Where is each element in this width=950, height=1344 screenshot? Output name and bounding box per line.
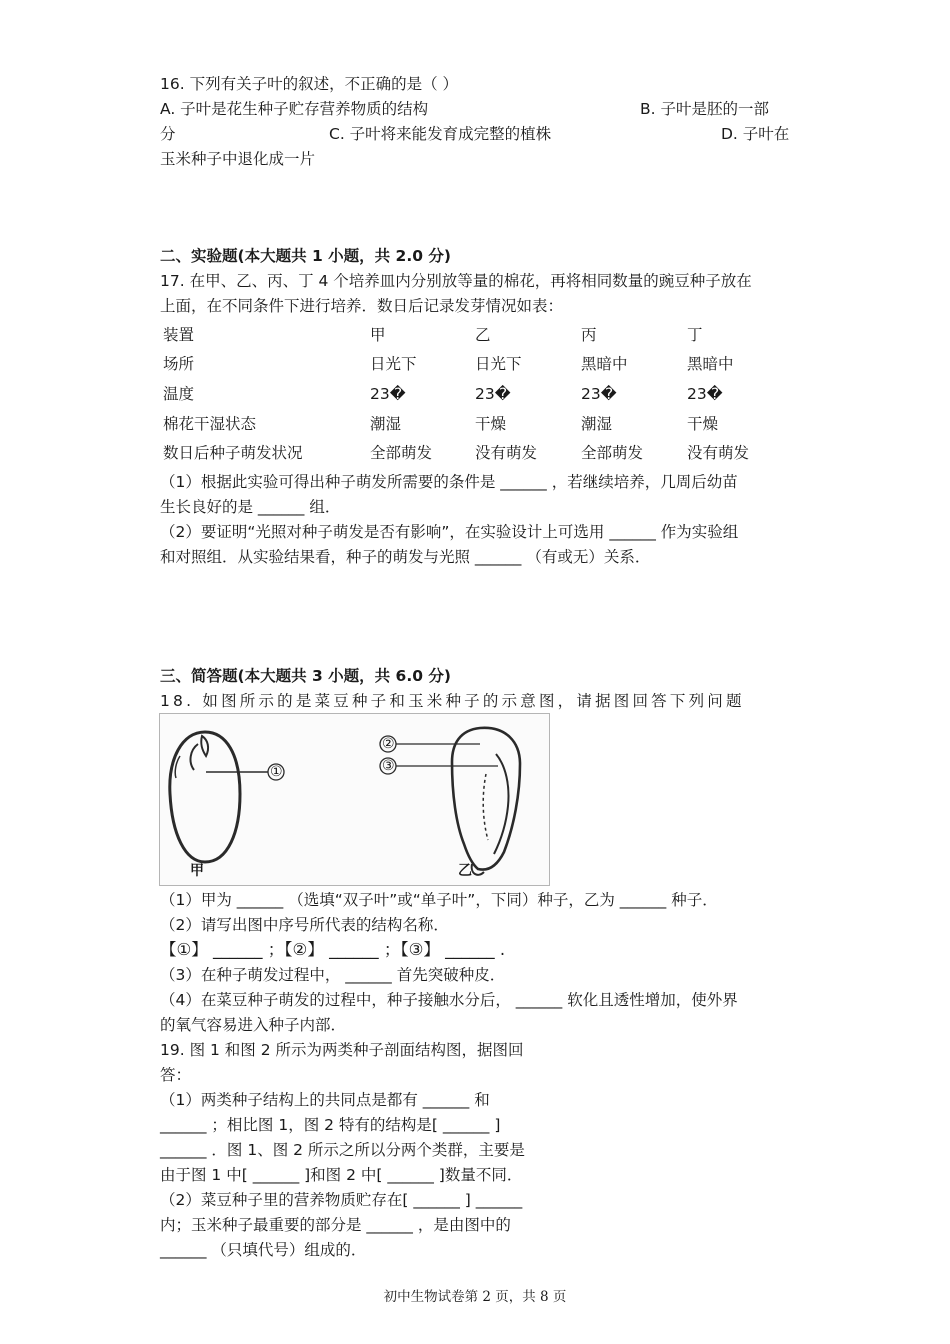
q17-part1-line1: （1）根据此实验可得出种子萌发所需要的条件是 ______ ，若继续培养，几周后幼苗 xyxy=(160,473,738,491)
q18-part1: （1）甲为 ______ （选填“双子叶”或“单子叶”，下同）种子，乙为 ______ 种子． xyxy=(160,891,718,909)
q18-part3: （3）在种子萌发过程中， ______ 首先突破种皮． xyxy=(160,966,506,984)
q19-line5: ______ ．图 1、图 2 所示之所以分两个类群，主要是 xyxy=(160,1141,525,1159)
figure-caption-left: 甲 xyxy=(190,863,204,879)
bean-seed-drawing xyxy=(170,732,240,862)
q17-part1-line2: 生长良好的是 ______ 组． xyxy=(160,498,341,516)
seed-diagram-drawing xyxy=(160,714,549,885)
q19-line4: ______ ；相比图 1，图 2 特有的结构是[ ______ ] xyxy=(160,1116,501,1134)
corn-seed-drawing xyxy=(452,728,520,875)
table-cell: 装置 xyxy=(163,326,195,344)
table-cell: 甲 xyxy=(370,326,386,344)
table-cell: 没有萌发 xyxy=(687,444,750,462)
q16-option-a: A. 子叶是花生种子贮存营养物质的结构 xyxy=(160,100,429,118)
q17-part2-line2: 和对照组．从实验结果看，种子的萌发与光照 ______ （有或无）关系． xyxy=(160,548,651,566)
q19-line1: 19. 图 1 和图 2 所示为两类种子剖面结构图，据图回 xyxy=(160,1041,524,1059)
table-cell: 23� xyxy=(370,385,406,403)
figure-caption-right: 乙 xyxy=(458,863,472,879)
figure-label-1: ① xyxy=(270,764,283,780)
table-cell: 棉花干湿状态 xyxy=(163,415,257,433)
table-cell: 丁 xyxy=(687,326,703,344)
table-cell: 黑暗中 xyxy=(687,355,734,373)
q18-part2: （2）请写出图中序号所代表的结构名称． xyxy=(160,916,449,934)
table-cell: 23� xyxy=(581,385,617,403)
table-cell: 场所 xyxy=(163,355,195,373)
q18-stem: 18. 如图所示的是菜豆种子和玉米种子的示意图，请据图回答下列问题 xyxy=(160,692,745,710)
q17-stem-line2: 上面，在不同条件下进行培养．数日后记录发芽情况如表： xyxy=(160,297,564,315)
q16-option-b-continued: 分 xyxy=(160,125,176,143)
q16-option-d-continued: 玉米种子中退化成一片 xyxy=(160,150,316,168)
q19-line6: 由于图 1 中[ ______ ]和图 2 中[ ______ ]数量不同． xyxy=(160,1166,523,1184)
table-cell: 干燥 xyxy=(687,415,719,433)
table-cell: 温度 xyxy=(163,385,195,403)
q17-part2-line1: （2）要证明“光照对种子萌发是否有影响”，在实验设计上可选用 ______ 作为实验组 xyxy=(160,523,739,541)
q16-stem: 16. 下列有关子叶的叙述，不正确的是（ ） xyxy=(160,75,459,93)
table-cell: 数日后种子萌发状况 xyxy=(163,444,303,462)
table-cell: 乙 xyxy=(475,326,491,344)
figure-label-2: ② xyxy=(382,736,395,752)
q18-part2-fill: 【①】 ______ ；【②】 ______ ；【③】 ______ . xyxy=(160,940,506,959)
section2-heading: 二、实验题(本大题共 1 小题，共 2.0 分) xyxy=(160,247,451,265)
seed-diagram xyxy=(159,713,550,886)
q17-stem-line1: 17. 在甲、乙、丙、丁 4 个培养皿内分别放等量的棉花，再将相同数量的豌豆种子放在 xyxy=(160,272,752,290)
table-cell: 全部萌发 xyxy=(370,444,433,462)
figure-label-3: ③ xyxy=(382,758,395,774)
table-cell: 潮湿 xyxy=(370,415,402,433)
section3-heading: 三、简答题(本大题共 3 小题，共 6.0 分) xyxy=(160,667,451,685)
q18-part4-line2: 的氧气容易进入种子内部． xyxy=(160,1016,347,1034)
page-footer: 初中生物试卷第 2 页，共 8 页 xyxy=(383,1289,567,1305)
table-cell: 没有萌发 xyxy=(475,444,538,462)
q19-line9: ______ （只填代号）组成的． xyxy=(160,1241,367,1259)
q19-line2: 答： xyxy=(160,1066,192,1084)
table-cell: 日光下 xyxy=(475,355,522,373)
table-cell: 潮湿 xyxy=(581,415,613,433)
table-cell: 23� xyxy=(475,385,511,403)
table-cell: 日光下 xyxy=(370,355,417,373)
q19-line7: （2）菜豆种子里的营养物质贮存在[ ______ ] ______ xyxy=(160,1191,523,1209)
q18-part4-line1: （4）在菜豆种子萌发的过程中，种子接触水分后， ______ 软化且透性增加，使外界 xyxy=(160,991,738,1009)
table-cell: 干燥 xyxy=(475,415,507,433)
q19-line8: 内；玉米种子最重要的部分是 ______ ，是由图中的 xyxy=(160,1216,511,1234)
q16-option-b: B. 子叶是胚的一部 xyxy=(640,100,769,118)
q16-option-d: D. 子叶在 xyxy=(721,125,790,143)
table-cell: 23� xyxy=(687,385,723,403)
table-cell: 丙 xyxy=(581,326,597,344)
table-cell: 全部萌发 xyxy=(581,444,644,462)
q19-line3: （1）两类种子结构上的共同点是都有 ______ 和 xyxy=(160,1091,490,1109)
q16-option-c: C. 子叶将来能发育成完整的植株 xyxy=(329,125,552,143)
table-cell: 黑暗中 xyxy=(581,355,628,373)
